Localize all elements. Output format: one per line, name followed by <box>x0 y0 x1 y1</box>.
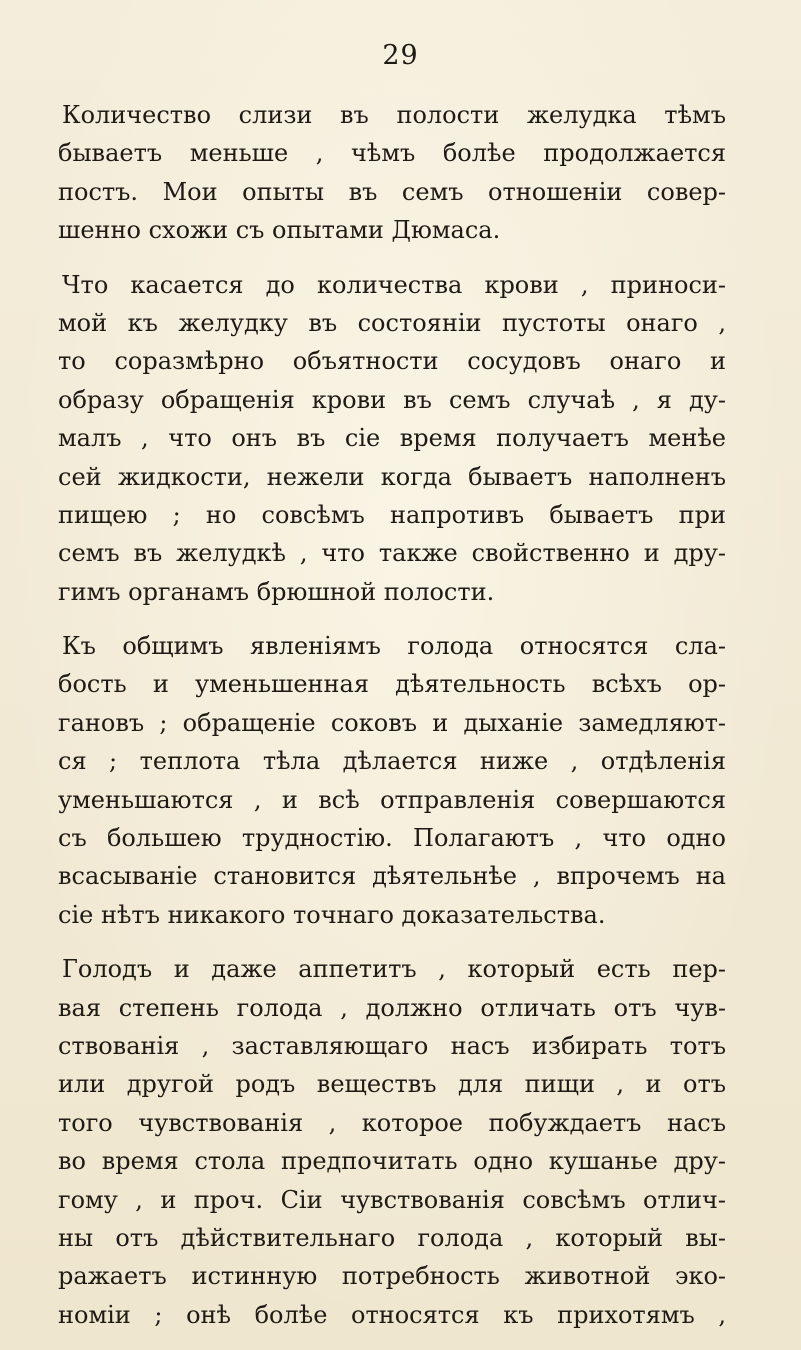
text-line: мой къ желудку въ состоянiи пустоты онаго , <box>58 308 726 337</box>
text-line: бость и уменьшенная дѣятельность всѣхъ ор- <box>58 670 726 699</box>
text-line: образу обращенiя крови въ семъ случаѣ , я ду- <box>58 385 726 414</box>
text-line: уменьшаются , и всѣ отправленiя совершаются <box>58 785 726 814</box>
page-number: 29 <box>382 40 419 71</box>
text-line: вая степень голода , должно отличать отъ чув- <box>58 993 726 1022</box>
text-line: сей жидкости, нежели когда бываетъ наполненъ <box>58 462 726 491</box>
text-line: всасыванiе становится дѣятельнѣе , впрочемъ на <box>58 862 726 891</box>
text-line: малъ , что онъ въ сiе время получаетъ менѣе <box>58 424 726 453</box>
text-line: ся ; теплота тѣла дѣлается ниже , отдѣленiя <box>58 747 726 776</box>
paragraph <box>58 950 726 1334</box>
text-line: пищею ; но совсѣмъ напротивъ бываетъ при <box>58 500 726 529</box>
text-line: ражаетъ истинную потребность животной эко- <box>58 1262 726 1291</box>
text-line: бываетъ меньше , чѣмъ болѣе продолжается <box>58 139 726 168</box>
text-line: гановъ ; обращенiе соковъ и дыханiе замедляют- <box>58 708 726 737</box>
text-line: того чувствованiя , которое побуждаетъ насъ <box>58 1108 726 1137</box>
paragraph <box>58 96 726 250</box>
body-text <box>58 96 726 1334</box>
text-line: ны отъ дѣйствительнаго голода , который вы- <box>58 1223 726 1252</box>
text-line: или другой родъ веществъ для пищи , и отъ <box>58 1070 726 1099</box>
paragraph <box>58 266 726 612</box>
text-line: семъ въ желудкѣ , что также свойственно и дру- <box>58 539 726 568</box>
text-line: ствованiя , заставляющаго насъ избирать тотъ <box>58 1031 726 1060</box>
text-line: постъ. Мои опыты въ семъ отношенiи совер- <box>58 177 726 206</box>
text-line: то соразмѣрно объятности сосудовъ онаго и <box>58 347 726 376</box>
text-line: номiи ; онѣ болѣе относятся къ прихотямъ , <box>58 1300 726 1329</box>
text-line: гимъ органамъ брюшной полости. <box>58 577 495 606</box>
text-line: Количество слизи въ полости желудка тѣмъ <box>62 101 726 129</box>
text-line: гому , и проч. Сiи чувствованiя совсѣмъ отлич- <box>58 1185 726 1214</box>
text-line: во время стола предпочитать одно кушанье дру- <box>58 1147 726 1176</box>
text-line: шенно схожи съ опытами Дюмаса. <box>58 216 501 245</box>
paragraph <box>58 627 726 934</box>
text-line: Къ общимъ явленiямъ голода относятся сла- <box>62 632 726 661</box>
text-line: Что касается до количества крови , приноси- <box>62 270 726 299</box>
text-line: Голодъ и даже аппетитъ , который есть пер- <box>62 955 726 984</box>
text-line: сiе нѣтъ никакого точнаго доказательства. <box>58 900 606 929</box>
text-line: съ большею трудностiю. Полагаютъ , что одно <box>58 824 726 853</box>
